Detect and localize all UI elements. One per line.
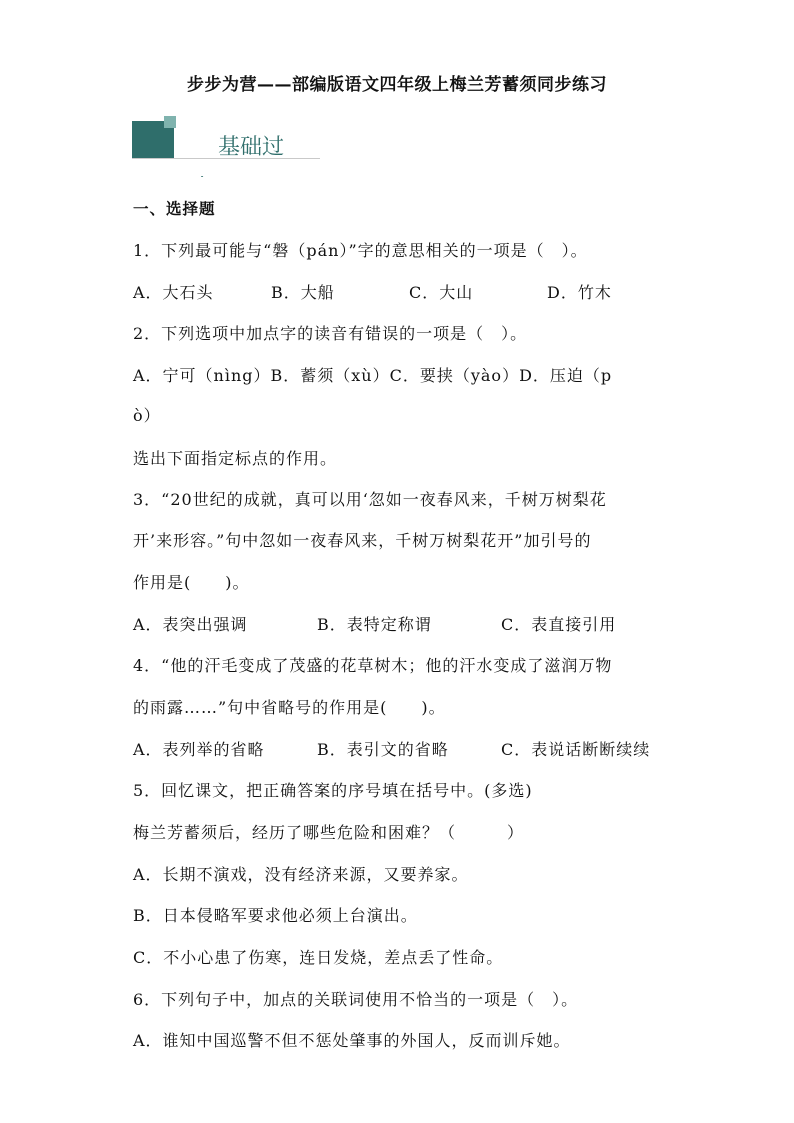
section-label-overflow: [192, 176, 204, 177]
q3-option-c: C．表直接引用: [501, 615, 617, 634]
q1-option-a: A．大石头: [133, 283, 214, 302]
instruction-text: 选出下面指定标点的作用。: [133, 449, 338, 468]
question-type-heading: 一、选择题: [133, 200, 216, 218]
q5-option-c: C．不小心患了伤寒，连日发烧，差点丢了性命。: [133, 948, 504, 967]
q2-options: A．宁可（nìng）B．蓄须（xù）C．要挟（yào）D．压迫（p: [133, 366, 613, 385]
q3-option-b: B．表特定称谓: [317, 615, 432, 634]
q5-stem: 5．回忆课文，把正确答案的序号填在括号中。(多选): [133, 781, 533, 800]
q5-option-b: B．日本侵略军要求他必须上台演出。: [133, 906, 418, 925]
q1-option-b: B．大船: [271, 283, 335, 302]
q5-sub-question: 梅兰芳蓄须后，经历了哪些危险和困难？（ ）: [133, 823, 525, 842]
q3-option-a: A．表突出强调: [133, 615, 248, 634]
q1-stem: 1．下列最可能与“磐（pán）”字的意思相关的一项是（ ）。: [133, 241, 588, 260]
q6-stem: 6．下列句子中，加点的关联词使用不恰当的一项是（ ）。: [133, 990, 579, 1009]
q4-option-c: C．表说话断断续续: [501, 740, 651, 759]
q6-option-a: A．谁知中国巡警不但不惩处肇事的外国人，反而训斥她。: [133, 1031, 571, 1050]
q1-options: [133, 280, 633, 302]
q4-stem-line2: 的雨露……”句中省略号的作用是( )。: [133, 698, 446, 717]
q3-options: [133, 612, 663, 634]
q4-option-a: A．表列举的省略: [133, 740, 265, 759]
q3-stem-line1: 3．“20世纪的成就，真可以用‘忽如一夜春风来，千树万树梨花: [133, 490, 607, 509]
q3-stem-line2: 开’来形容。”句中忽如一夜春风来，千树万树梨花开”加引号的: [133, 531, 592, 550]
q4-option-b: B．表引文的省略: [317, 740, 449, 759]
q4-options: [133, 737, 663, 759]
page-title: 步步为营——部编版语文四年级上梅兰芳蓄须同步练习: [187, 75, 607, 95]
section-label: 基础过: [218, 135, 285, 160]
q4-stem-line1: 4．“他的汗毛变成了茂盛的花草树木；他的汗水变成了滋润万物: [133, 656, 613, 675]
q1-option-c: C．大山: [409, 283, 474, 302]
section-header: [132, 116, 322, 176]
q2-options-continued: ò）: [133, 406, 161, 425]
header-decoration-small-square: [164, 116, 176, 128]
q2-stem: 2．下列选项中加点字的读音有错误的一项是（ ）。: [133, 324, 528, 343]
q3-stem-line3: 作用是( )。: [133, 573, 250, 592]
q5-option-a: A．长期不演戏，没有经济来源，又要养家。: [133, 865, 469, 884]
q1-option-d: D．竹木: [547, 283, 612, 302]
